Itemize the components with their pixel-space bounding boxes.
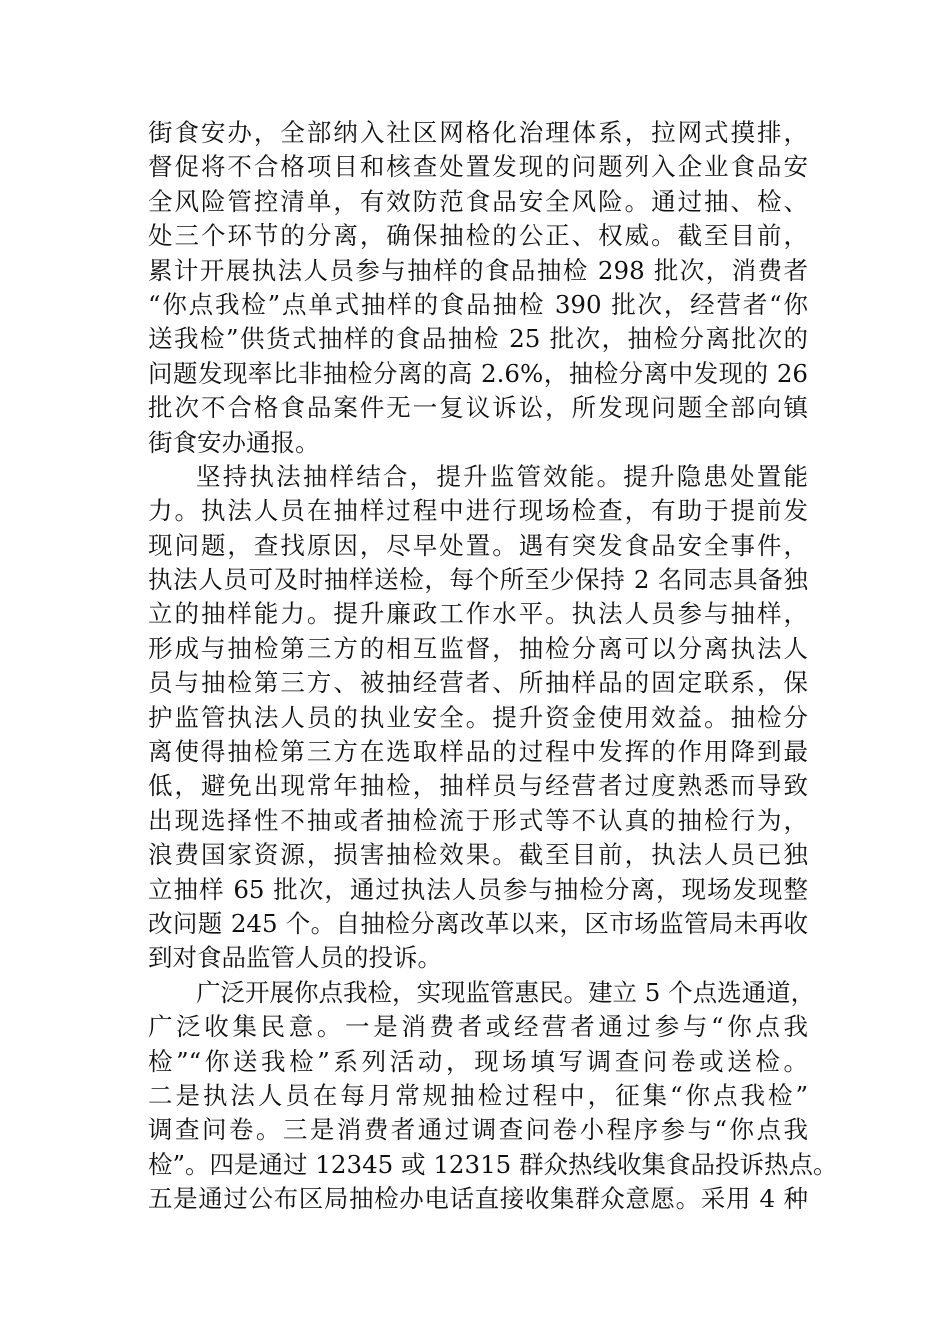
text-line: 力。执法人员在抽样过程中进行现场检查，有助于提前发	[148, 496, 808, 526]
text-line: 全风险管控清单，有效防范食品安全风险。通过抽、检、	[148, 186, 808, 216]
text-line: 形成与抽检第三方的相互监督，抽检分离可以分离执法人	[148, 633, 808, 663]
text-line: 离使得抽检第三方在选取样品的过程中发挥的作用降到最	[148, 737, 808, 767]
text-line: 调查问卷。三是消费者通过调查问卷小程序参与“你点我	[148, 1115, 808, 1145]
text-line: 到对食品监管人员的投诉。	[148, 943, 442, 973]
text-line: 街食安办通报。	[148, 427, 320, 457]
text-line: 改问题 245 个。自抽检分离改革以来，区市场监管局未再收	[148, 908, 808, 938]
text-line: 街食安办，全部纳入社区网格化治理体系，拉网式摸排，	[148, 118, 808, 147]
text-line: 现问题，查找原因，尽早处置。遇有突发食品安全事件，	[148, 530, 808, 560]
text-line: 检”“你送我检”系列活动，现场填写调查问卷或送检。	[148, 1046, 808, 1076]
text-line: 执法人员可及时抽样送检，每个所至少保持 2 名同志具备独	[148, 565, 808, 595]
text-line: 立的抽样能力。提升廉政工作水平。执法人员参与抽样，	[148, 599, 808, 629]
text-line: 护监管执法人员的执业安全。提升资金使用效益。抽检分	[148, 702, 808, 732]
text-line: 浪费国家资源，损害抽检效果。截至目前，执法人员已独	[148, 840, 808, 870]
text-line: 坚持执法抽样结合，提升监管效能。提升隐患处置能	[196, 461, 808, 491]
text-line: 问题发现率比非抽检分离的高 2.6%，抽检分离中发现的 26	[148, 358, 808, 388]
text-line: 处三个环节的分离，确保抽检的公正、权威。截至目前，	[148, 221, 808, 251]
text-line: 检”。四是通过 12345 或 12315 群众热线收集食品投诉热点。	[148, 1149, 838, 1179]
text-line: 送我检”供货式抽样的食品抽检 25 批次，抽检分离批次的	[148, 324, 808, 354]
text-line: 员与抽检第三方、被抽经营者、所抽样品的固定联系，保	[148, 668, 808, 698]
document-page	[148, 116, 838, 1217]
text-line: 广泛收集民意。一是消费者或经营者通过参与“你点我	[148, 1012, 808, 1042]
text-line: 出现选择性不抽或者抽检流于形式等不认真的抽检行为，	[148, 805, 808, 835]
text-line: 五是通过公布区局抽检办电话直接收集群众意愿。采用 4 种	[148, 1184, 808, 1214]
text-line: 低，避免出现常年抽检，抽样员与经营者过度熟悉而导致	[148, 771, 808, 801]
text-line: 批次不合格食品案件无一复议诉讼，所发现问题全部向镇	[148, 393, 808, 423]
text-line: 立抽样 65 批次，通过执法人员参与抽检分离，现场发现整	[148, 874, 808, 904]
text-line: 累计开展执法人员参与抽样的食品抽检 298 批次，消费者	[148, 255, 808, 285]
text-line: “你点我检”点单式抽样的食品抽检 390 批次，经营者“你	[148, 289, 808, 319]
text-line: 广泛开展你点我检，实现监管惠民。建立 5 个点选通道，	[196, 977, 816, 1007]
text-line: 督促将不合格项目和核查处置发现的问题列入企业食品安	[148, 152, 808, 182]
text-line: 二是执法人员在每月常规抽检过程中，征集“你点我检”	[148, 1080, 808, 1110]
